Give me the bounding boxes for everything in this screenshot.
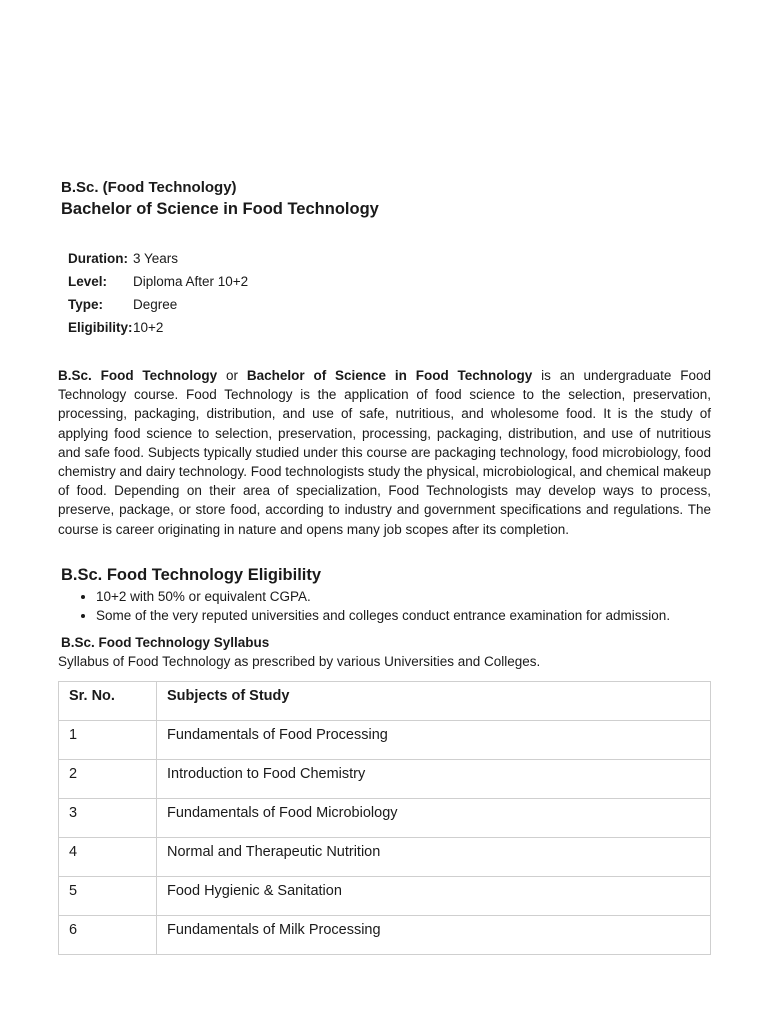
fact-label: Type: [68, 297, 104, 312]
table-header-row [59, 682, 711, 721]
fact-label: Level: [68, 274, 108, 289]
cell-subject: Introduction to Food Chemistry [157, 760, 711, 799]
cell-sr-no: 3 [59, 799, 157, 838]
cell-subject: Normal and Therapeutic Nutrition [157, 838, 711, 877]
fact-label: Eligibility: [68, 320, 133, 335]
intro-text: is an undergraduate Food Technology course. Food Technology is the application of food science to the selection, preservation, processing, packaging, distribution, and use of safe, nutritious, and wholesome food. It is the study of applying food science to selection, preservation, processing, packaging, distribution, and use of nutritious and safe food. Subjects typically studied under this course are packaging technology, food microbiology, food chemistry and dairy technology. Food technologists study the physical, microbiological, and chemical makeup of food. Depending on their area of specialization, Food Technologists may develop ways to process, preserve, package, or store food, according to industry and government specifications and regulations. The course is career originating in nature and opens many job scopes after its completion. [58, 368, 711, 537]
intro-bold-full: Bachelor of Science in Food Technology [246, 368, 533, 383]
fact-label: Duration: [68, 251, 128, 266]
fact-value: 10+2 [133, 320, 164, 335]
fact-value: Diploma After 10+2 [133, 274, 249, 289]
syllabus-description: Syllabus of Food Technology as prescribed by various Universities and Colleges. [58, 654, 541, 669]
intro-bold-short: B.Sc. Food Technology [58, 368, 218, 383]
cell-subject: Fundamentals of Food Microbiology [157, 799, 711, 838]
table-row [59, 760, 711, 799]
column-header-sr-no: Sr. No. [59, 682, 157, 721]
title-block [61, 178, 379, 220]
cell-sr-no: 5 [59, 877, 157, 916]
list-item: • Some of the very reputed universities and colleges conduct entrance examination for admission. [96, 606, 670, 625]
column-header-subjects: Subjects of Study [157, 682, 711, 721]
cell-subject: Food Hygienic & Sanitation [157, 877, 711, 916]
list-item: • 10+2 with 50% or equivalent CGPA. [96, 587, 670, 606]
intro-paragraph [58, 366, 711, 539]
cell-sr-no: 2 [59, 760, 157, 799]
eligibility-heading: B.Sc. Food Technology Eligibility [61, 566, 322, 584]
fact-value: 3 Years [133, 251, 179, 266]
course-short-title: B.Sc. (Food Technology) [61, 179, 237, 196]
table-row [59, 838, 711, 877]
table-row [59, 721, 711, 760]
cell-sr-no: 6 [59, 916, 157, 955]
fact-value: Degree [133, 297, 178, 312]
syllabus-table [58, 681, 711, 955]
fact-row-duration [68, 247, 248, 270]
table-row [59, 799, 711, 838]
eligibility-list [58, 587, 670, 625]
fact-row-eligibility [68, 316, 248, 339]
fact-row-level [68, 270, 248, 293]
intro-connector: or [217, 368, 247, 383]
table-row [59, 916, 711, 955]
cell-subject: Fundamentals of Milk Processing [157, 916, 711, 955]
course-facts-table [68, 247, 248, 339]
cell-sr-no: 4 [59, 838, 157, 877]
syllabus-heading: B.Sc. Food Technology Syllabus [61, 635, 270, 650]
cell-subject: Fundamentals of Food Processing [157, 721, 711, 760]
table-row [59, 877, 711, 916]
course-full-title: Bachelor of Science in Food Technology [61, 200, 379, 218]
fact-row-type [68, 293, 248, 316]
cell-sr-no: 1 [59, 721, 157, 760]
